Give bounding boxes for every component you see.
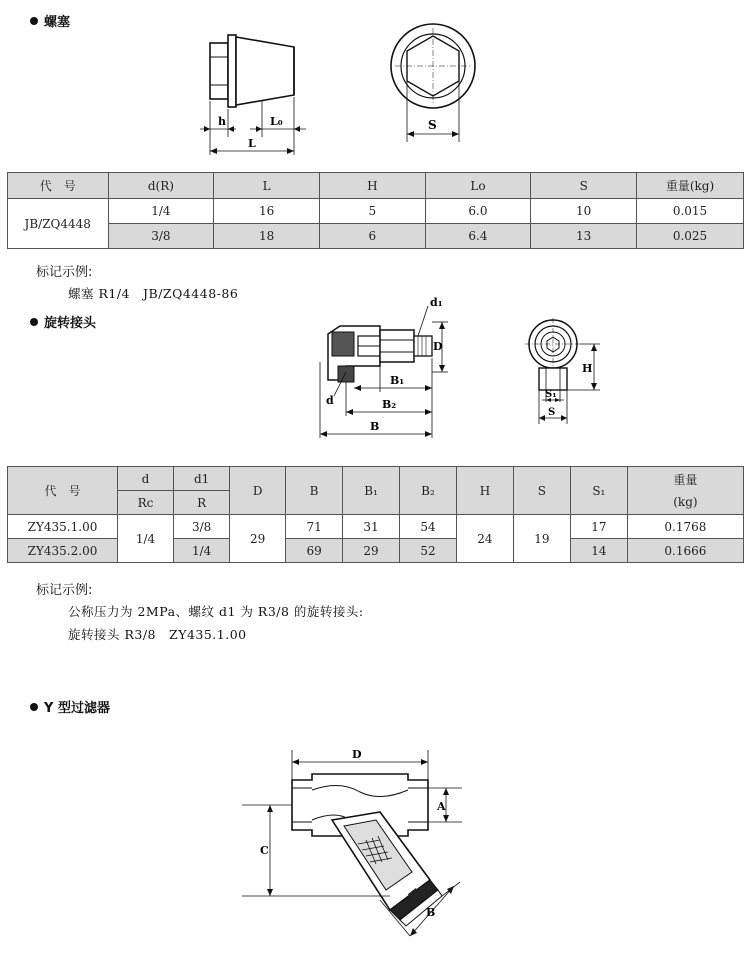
plug-side-view-drawing <box>190 25 320 165</box>
dim-A-label: A <box>437 800 446 813</box>
dim-C-label: C <box>260 844 269 857</box>
col-subheader-r: R <box>174 491 230 515</box>
table-cell: 29 <box>343 539 400 563</box>
table-cell: 3/8 <box>174 515 230 539</box>
table-cell: 6.4 <box>425 224 531 249</box>
swivel-note-line: 旋转接头 R3/8 ZY435.1.00 <box>68 627 247 642</box>
table-cell: 0.015 <box>637 199 744 224</box>
dim-lo-label: L₀ <box>270 115 283 128</box>
table-cell: 18 <box>214 224 320 249</box>
plug-end-view-drawing <box>388 18 478 148</box>
table-row <box>8 224 744 249</box>
col-header-S: S <box>513 467 570 515</box>
swivel-side-view-drawing <box>318 292 448 442</box>
plug-note-line: 螺塞 R1/4 JB/ZQ4448-86 <box>68 286 239 301</box>
col-header-D: D <box>230 467 286 515</box>
table-cell: 69 <box>286 539 343 563</box>
code-cell: JB/ZQ4448 <box>8 199 109 249</box>
dim-D-label: D <box>433 340 443 353</box>
y-filter-drawing <box>240 740 480 945</box>
table-cell: 71 <box>286 515 343 539</box>
dim-d-label: d <box>326 394 334 407</box>
col-header-weight: 重量(kg) <box>637 173 744 199</box>
dim-l-label: L <box>248 137 256 150</box>
dim-D-label: D <box>352 748 362 761</box>
section-title-text: Y 型过滤器 <box>44 701 110 716</box>
col-header-weight <box>627 467 743 515</box>
col-header-s: S <box>531 173 637 199</box>
swivel-spec-table <box>7 466 744 563</box>
col-header-B: B <box>286 467 343 515</box>
table-cell: 54 <box>400 515 457 539</box>
code-cell: ZY435.1.00 <box>8 515 118 539</box>
table-cell: 14 <box>570 539 627 563</box>
plug-spec-table <box>7 172 744 249</box>
col-header-d: d(R) <box>108 173 214 199</box>
table-cell: 1/4 <box>117 515 173 563</box>
table-cell: 13 <box>531 224 637 249</box>
dim-B2-label: B₂ <box>382 398 397 411</box>
table-header-row <box>8 467 744 491</box>
code-cell: ZY435.2.00 <box>8 539 118 563</box>
col-header-h: H <box>320 173 426 199</box>
dim-s-label: S <box>428 118 437 132</box>
col-header-S1: S₁ <box>570 467 627 515</box>
table-cell: 24 <box>456 515 513 563</box>
col-header-B1: B₁ <box>343 467 400 515</box>
dim-B-label: B <box>426 906 436 919</box>
table-cell: 6.0 <box>425 199 531 224</box>
col-subheader-rc: Rc <box>117 491 173 515</box>
table-cell: 1/4 <box>174 539 230 563</box>
table-cell: 3/8 <box>108 224 214 249</box>
dim-S1-label: S₁ <box>545 389 557 400</box>
col-header-l: L <box>214 173 320 199</box>
table-row <box>8 515 744 539</box>
dim-H-label: H <box>582 362 593 375</box>
section-title-swivel <box>30 312 96 331</box>
section-title-plug <box>30 11 70 30</box>
table-cell: 0.1666 <box>627 539 743 563</box>
table-cell: 5 <box>320 199 426 224</box>
table-row <box>8 199 744 224</box>
col-header-code: 代 号 <box>8 173 109 199</box>
table-cell: 31 <box>343 515 400 539</box>
table-cell: 0.025 <box>637 224 744 249</box>
col-header-d: d <box>117 467 173 491</box>
col-header-d1: d1 <box>174 467 230 491</box>
weight-header-line2: (kg) <box>673 494 698 509</box>
dim-S-label: S <box>548 407 556 418</box>
table-cell: 6 <box>320 224 426 249</box>
table-cell: 19 <box>513 515 570 563</box>
col-header-H: H <box>456 467 513 515</box>
plug-note-title: 标记示例: <box>36 265 93 280</box>
swivel-note-line: 公称压力为 2MPa、螺纹 d1 为 R3/8 的旋转接头: <box>68 604 364 619</box>
bullet-icon <box>30 703 38 711</box>
dim-h-label: h <box>218 115 226 128</box>
dim-B-label: B <box>370 420 380 433</box>
table-cell: 10 <box>531 199 637 224</box>
table-cell: 52 <box>400 539 457 563</box>
dim-d1-label: d₁ <box>430 296 443 309</box>
swivel-note-title: 标记示例: <box>36 583 93 598</box>
section-title-text: 旋转接头 <box>44 316 97 331</box>
swivel-end-view-drawing <box>520 318 610 428</box>
section-title-text: 螺塞 <box>44 15 71 30</box>
col-header-lo: Lo <box>425 173 531 199</box>
bullet-icon <box>30 318 38 326</box>
weight-header-line1: 重量 <box>673 472 698 487</box>
col-header-B2: B₂ <box>400 467 457 515</box>
section-title-y-filter <box>30 697 110 716</box>
table-cell: 1/4 <box>108 199 214 224</box>
table-cell: 17 <box>570 515 627 539</box>
table-header-row <box>8 173 744 199</box>
table-cell: 16 <box>214 199 320 224</box>
col-header-code: 代 号 <box>8 467 118 515</box>
table-cell: 29 <box>230 515 286 563</box>
bullet-icon <box>30 17 38 25</box>
table-cell: 0.1768 <box>627 515 743 539</box>
dim-B1-label: B₁ <box>390 374 405 387</box>
